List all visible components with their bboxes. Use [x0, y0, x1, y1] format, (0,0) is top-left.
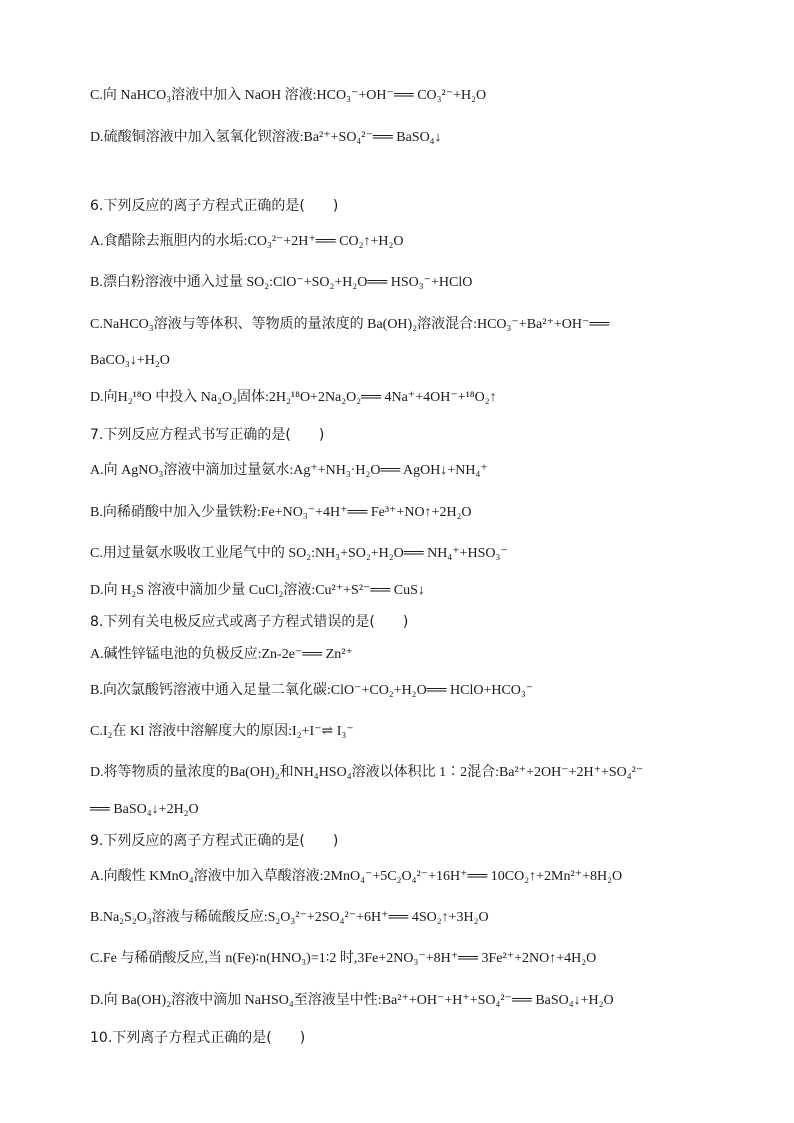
option-a-q6: A.食醋除去瓶胆内的水垢:CO₃²⁻+2H⁺══ CO₂↑+H₂O: [90, 234, 404, 249]
option-b-q8: B.向次氯酸钙溶液中通入足量二氧化碳:ClO⁻+CO₂+H₂O══ HClO+HCO₃⁻: [90, 683, 534, 698]
option-d-q9: D.向 Ba(OH)₂溶液中滴加 NaHSO₄至溶液呈中性:Ba²⁺+OH⁻+H⁺+SO₄²⁻══ BaSO₄↓+H₂O: [90, 993, 614, 1008]
option-c-q8: C.I₂在 KI 溶液中溶解度大的原因:I₂+I⁻⇌ I₃⁻: [90, 724, 354, 739]
option-a-q9: A.向酸性 KMnO₄溶液中加入草酸溶液:2MnO₄⁻+5C₂O₄²⁻+16H⁺══ 10CO₂↑+2Mn²⁺+8H₂O: [90, 869, 623, 884]
option-c-q7: C.用过量氨水吸收工业尾气中的 SO₂:NH₃+SO₂+H₂O══ NH₄⁺+HSO₃⁻: [90, 546, 508, 561]
option-c-q6-cont: BaCO₃↓+H₂O: [90, 353, 170, 368]
option-d-q7: D.向 H₂S 溶液中滴加少量 CuCl₂溶液:Cu²⁺+S²⁻══ CuS↓: [90, 583, 425, 598]
question-9-stem: 9.下列反应的离子方程式正确的是( ): [90, 833, 339, 849]
option-a-q7: A.向 AgNO₃溶液中滴加过量氨水:Ag⁺+NH₃·H₂O══ AgOH↓+NH₄⁺: [90, 463, 488, 478]
option-c-q6: C.NaHCO₃溶液与等体积、等物质的量浓度的 Ba(OH)₂溶液混合:HCO₃⁻+Ba²⁺+OH⁻══: [90, 317, 610, 332]
option-c-q5: C.向 NaHCO₃溶液中加入 NaOH 溶液:HCO₃⁻+OH⁻══ CO₃²⁻+H₂O: [90, 88, 487, 103]
question-7-stem: 7.下列反应方程式书写正确的是( ): [90, 427, 325, 443]
option-b-q6: B.漂白粉溶液中通入过量 SO₂:ClO⁻+SO₂+H₂O══ HSO₃⁻+HClO: [90, 275, 473, 290]
option-a-q8: A.碱性锌锰电池的负极反应:Zn-2e⁻══ Zn²⁺: [90, 647, 353, 662]
question-10-stem: 10.下列离子方程式正确的是( ): [90, 1030, 306, 1046]
question-8-stem: 8.下列有关电极反应式或离子方程式错误的是( ): [90, 614, 409, 630]
option-d-q8: D.将等物质的量浓度的Ba(OH)₂和NH₄HSO₄溶液以体积比 1∶2混合:Ba²⁺+2OH⁻+2H⁺+SO₄²⁻: [90, 765, 644, 780]
option-d-q5: D.硫酸铜溶液中加入氢氧化钡溶液:Ba²⁺+SO₄²⁻══ BaSO₄↓: [90, 130, 442, 145]
option-b-q7: B.向稀硝酸中加入少量铁粉:Fe+NO₃⁻+4H⁺══ Fe³⁺+NO↑+2H₂O: [90, 505, 472, 520]
option-d-q8-cont: ══ BaSO₄↓+2H₂O: [90, 802, 199, 817]
option-b-q9: B.Na₂S₂O₃溶液与稀硫酸反应:S₂O₃²⁻+2SO₄²⁻+6H⁺══ 4SO₂↑+3H₂O: [90, 910, 489, 925]
option-d-q6: D.向H₂¹⁸O 中投入 Na₂O₂固体:2H₂¹⁸O+2Na₂O₂══ 4Na⁺+4OH⁻+¹⁸O₂↑: [90, 390, 497, 405]
option-c-q9: C.Fe 与稀硝酸反应,当 n(Fe)∶n(HNO₃)=1∶2 时,3Fe+2NO₃⁻+8H⁺══ 3Fe²⁺+2NO↑+4H₂O: [90, 951, 597, 966]
question-6-stem: 6.下列反应的离子方程式正确的是( ): [90, 198, 339, 214]
